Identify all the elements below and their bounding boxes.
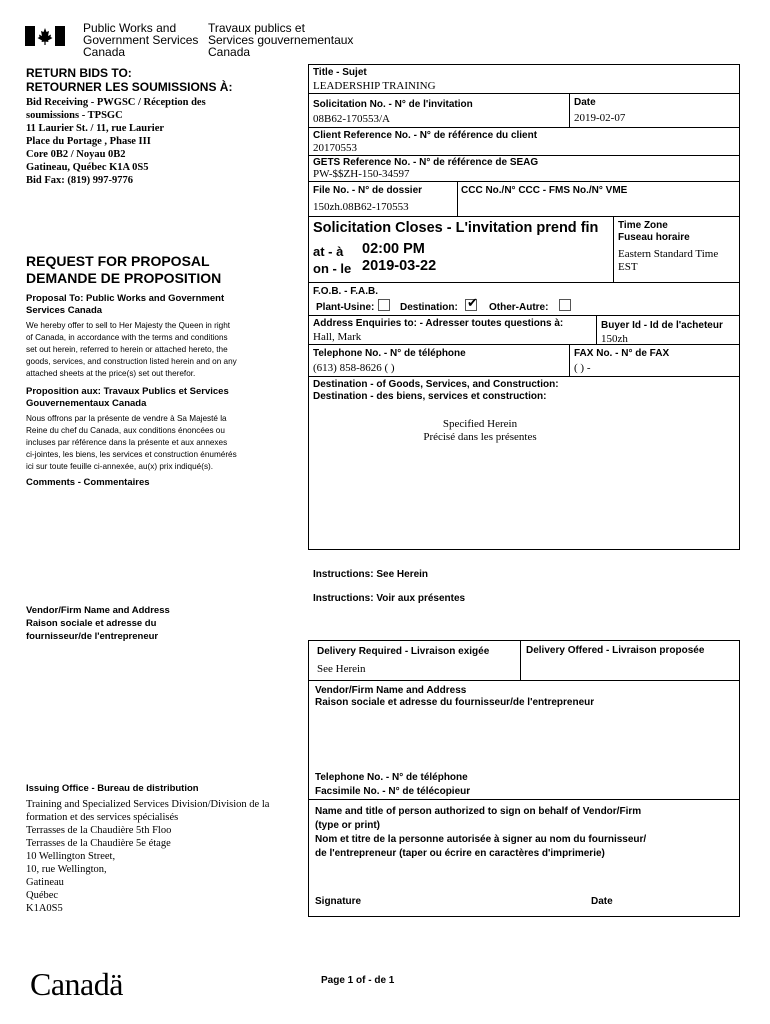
file-no-label: File No. - N° de dossier [313,185,423,196]
proposal-to-label: Proposal To: Public Works and Government Services Canada [26,293,225,316]
department-name-fr: Travaux publics et Services gouvernementaux Canada [208,21,354,59]
buyer-id-value: 150zh [601,333,628,345]
telephone-value: (613) 858-8626 ( ) [313,362,395,374]
return-bids-address: Bid Receiving - PWGSC / Réception des soumissions - TPSGC 11 Laurier St. / 11, rue Laurier Place du Portage , Phase III Core 0B2 / Noyau 0B2 Gatineau, Québec K1A 0S5 Bid Fax: (819) 997-9776 [26,97,206,186]
vendor-firm-label: Vendor/Firm Name and Address Raison sociale et adresse du fournisseur/de l'entrepreneur [315,685,595,708]
solicitation-label: Solicitation No. - N° de l'invitation [313,99,473,110]
proposition-text: Nous offrons par la présente de vendre à Sa Majesté la Reine du chef du Canada, aux conditions énoncées ou incluses par référence dans la présente et aux annexes ci-jointes, les biens, les services et construction énumérés ici sur toute feuille ci-annexée, au(x) prix indiqué(s). [26,414,237,471]
at-label: at - à [313,244,344,259]
buyer-id-label: Buyer Id - Id de l'acheteur [601,320,723,331]
delivery-offered-label: Delivery Offered - Livraison proposée [526,645,705,656]
title-label: Title - Sujet [313,67,367,78]
timezone-label: Time Zone Fuseau horaire [618,220,690,243]
timezone-value: Eastern Standard Time EST [618,248,719,273]
telephone-label: Telephone No. - N° de téléphone [313,348,466,359]
instructions-fr: Instructions: Voir aux présentes [313,593,466,604]
vendor-firm-label-left: Vendor/Firm Name and Address Raison sociale et adresse du fournisseur/de l'entrepreneur [26,605,170,642]
telephone-facsimile-label: Telephone No. - N° de téléphone Facsimile No. - N° de télécopieur [315,772,471,797]
address-enquiries-label: Address Enquiries to: - Adresser toutes questions à: [313,318,564,329]
solicitation-closes-title: Solicitation Closes - L'invitation prend fin [313,220,599,236]
issuing-office-label: Issuing Office - Bureau de distribution [26,783,199,794]
other-checkbox[interactable] [559,299,571,311]
department-name-en: Public Works and Government Services Canada [83,21,199,59]
on-label: on - le [313,261,352,276]
date-label: Date [574,97,596,108]
file-no-value: 150zh.08B62-170553 [313,201,409,213]
date-value: 2019-02-07 [574,112,626,124]
gets-label: GETS Reference No. - N° de référence de SEAG [313,157,539,168]
signature-label: Signature [315,896,362,907]
other-label: Other-Autre: [489,302,549,313]
plant-checkbox[interactable] [378,299,390,311]
comments-label: Comments - Commentaires [26,477,150,488]
address-enquiries-value: Hall, Mark [313,331,362,343]
fax-label: FAX No. - N° de FAX [574,348,670,359]
destination-checkbox-label: Destination: [400,302,458,313]
return-bids-title: RETURN BIDS TO: RETOURNER LES SOUMISSIONS À: [26,66,233,94]
signature-date-label: Date [591,896,613,907]
fax-value: ( ) - [574,362,591,374]
proposition-label: Proposition aux: Travaux Publics et Services Gouvernementaux Canada [26,386,229,409]
issuing-office-address: Training and Specialized Services Division/Division de la formation et des services spécialisés Terrasses de la Chaudière 5th Floo Terrasses de la Chaudière 5e étage 10 Wellington Street, 10, rue Wellington, Gatineau Québec K1A0S5 [26,799,270,914]
canada-wordmark-logo: Canadä [30,966,123,1002]
authorized-person-label: Name and title of person authorized to sign on behalf of Vendor/Firm (type or print) Nom et titre de la personne autorisée à signer au nom du fournisseur/ de l'entrepreneur (taper ou écrire en caractères d'imprimerie) [315,806,647,859]
gets-value: PW-$$ZH-150-34597 [313,168,410,180]
rfp-title: REQUEST FOR PROPOSAL DEMANDE DE PROPOSITION [26,253,222,286]
client-ref-value: 20170553 [313,142,357,154]
page-number: Page 1 of - de 1 [321,975,395,986]
plant-label: Plant-Usine: [316,302,375,313]
specified-herein: Specified Herein Précisé dans les présentes [423,418,537,443]
ccc-label: CCC No./N° CCC - FMS No./N° VME [461,185,628,196]
instructions-en: Instructions: See Herein [313,569,429,580]
checkmark-icon: ✔ [467,295,478,310]
solicitation-value: 08B62-170553/A [313,113,390,125]
destination-goods-label: Destination - of Goods, Services, and Construction: Destination - des biens, services et construction: [313,379,559,402]
client-ref-label: Client Reference No. - N° de référence du client [313,130,538,141]
closing-time: 02:00 PM [362,241,425,257]
closing-date: 2019-03-22 [362,258,437,274]
title-value: LEADERSHIP TRAINING [313,80,436,92]
delivery-required-value: See Herein [317,663,366,675]
canada-flag-icon [25,26,65,46]
fob-label: F.O.B. - F.A.B. [313,286,378,297]
delivery-required-label: Delivery Required - Livraison exigée [317,646,490,657]
proposal-to-text: We hereby offer to sell to Her Majesty the Queen in right of Canada, in accordance with the terms and conditions set out herein, referred to herein or attached hereto, the goods, services, and construction listed herein and on any attached sheets at the price(s) set out therefor. [26,321,237,378]
